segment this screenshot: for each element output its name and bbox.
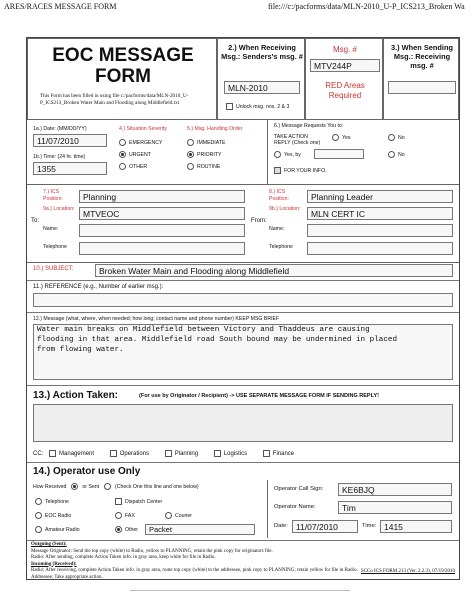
divider xyxy=(27,385,459,386)
take-action-yes-radio[interactable] xyxy=(332,134,339,141)
page-bottom-rule xyxy=(130,590,350,591)
severity-urgent-radio[interactable] xyxy=(119,151,126,158)
severity-label: 4.) Situation Severity xyxy=(119,126,167,132)
incoming-title: Incoming (Received): xyxy=(31,561,77,567)
check-one-label: REPLY (Check one) xyxy=(274,140,321,146)
to-from-block xyxy=(27,184,459,263)
cc-management-checkbox[interactable] xyxy=(49,450,56,457)
call-sign-label: Operator Call Sign: xyxy=(274,486,324,492)
cc-label: CC: xyxy=(33,451,44,458)
from-name-field[interactable] xyxy=(307,224,453,237)
msg-number-heading: Msg. # xyxy=(332,45,357,54)
incoming-line: Addressee; Take appropriate action. xyxy=(31,574,103,580)
senders-msg-number-field[interactable]: MLN-2010 xyxy=(224,81,300,94)
method-fax-radio[interactable] xyxy=(115,512,122,519)
reply-no-radio[interactable] xyxy=(388,151,395,158)
cc-operations[interactable] xyxy=(110,451,149,457)
how-received-block xyxy=(27,480,267,538)
to-name-label: Name: xyxy=(43,226,59,232)
check-one-note: (Check One this line and one below) xyxy=(115,483,199,490)
action-taken-field[interactable] xyxy=(33,404,453,442)
unlock-option[interactable] xyxy=(226,103,289,110)
to-name-field[interactable] xyxy=(79,224,245,237)
cc-logistics-label: Logistics xyxy=(223,451,248,458)
outgoing-line: Message Originator: Send the top copy (white) to Radio, yellow to PLANNING, retain the pink copy for originators file. xyxy=(31,548,273,554)
take-action-yes-label: Yes xyxy=(342,134,351,141)
reply-yes-by-radio[interactable] xyxy=(274,151,281,158)
cc-finance-checkbox[interactable] xyxy=(263,450,270,457)
handling-immediate[interactable] xyxy=(187,139,225,146)
subject-field[interactable]: Broken Water Main and Flooding along Middlefield xyxy=(95,264,453,277)
cc-finance[interactable] xyxy=(263,451,294,457)
method-courier-radio[interactable] xyxy=(165,512,172,519)
to-location-field[interactable]: MTVEOC xyxy=(79,207,245,220)
reply-yes-by[interactable] xyxy=(274,151,301,158)
message-textarea[interactable] xyxy=(33,324,453,380)
method-other[interactable] xyxy=(115,526,138,533)
handling-routine[interactable] xyxy=(187,163,220,170)
action-taken-heading: 13.) Action Taken: xyxy=(33,390,119,401)
message-line: flooding in that area. Middlefield road South bound may be undermined in placed xyxy=(37,335,398,344)
take-action-yes[interactable] xyxy=(332,134,350,141)
receiving-msg-number-field[interactable] xyxy=(388,81,456,94)
method-fax[interactable] xyxy=(115,512,135,519)
handling-routine-radio[interactable] xyxy=(187,163,194,170)
reply-no-label: No xyxy=(398,151,405,158)
method-courier-label: Courier xyxy=(175,512,193,519)
severity-other-radio[interactable] xyxy=(119,163,126,170)
method-other-radio[interactable] xyxy=(115,526,122,533)
subject-label: 10.) SUBJECT: xyxy=(33,266,74,272)
from-position-label: 8.) ICS Position: xyxy=(269,189,289,202)
divider xyxy=(27,462,459,463)
outgoing-title: Outgoing (Sent): xyxy=(31,542,67,547)
operator-time-label: Time: xyxy=(362,523,377,529)
handling-immediate-label: IMMEDIATE xyxy=(197,139,226,146)
cc-planning-checkbox[interactable] xyxy=(165,450,172,457)
cc-row xyxy=(33,450,294,459)
take-action-label: TAKE ACTION xyxy=(274,134,308,140)
call-sign-field[interactable]: KE6BJQ xyxy=(338,483,452,496)
sent-radio[interactable] xyxy=(104,483,111,490)
handling-label: 5.) Msg. Handling Order xyxy=(187,126,243,132)
to-label: To: xyxy=(31,218,40,224)
how-received-label: How Received xyxy=(33,483,67,490)
operator-time-field[interactable]: 1415 xyxy=(380,520,452,533)
form-title-line1: EOC MESSAGE xyxy=(52,45,194,66)
sending-block xyxy=(383,38,459,120)
take-action-no-label: No xyxy=(398,134,405,141)
cc-management[interactable] xyxy=(49,451,94,457)
reply-no[interactable] xyxy=(388,151,405,158)
method-telephone-label: Telephone xyxy=(45,498,69,505)
required-note: RED Areas Required xyxy=(325,81,365,100)
operator-date-label: Date: xyxy=(274,523,288,529)
time-field[interactable]: 1355 xyxy=(33,162,107,175)
operator-name-label: Operator Name: xyxy=(274,504,316,510)
receiving-heading: 2.) When Receiving Msg.: Senders's msg. # xyxy=(221,43,303,61)
date-label: 1a.) Date: (MM/DD/YY) xyxy=(33,126,87,132)
severity-other-label: OTHER xyxy=(129,163,148,170)
method-dispatch-checkbox[interactable] xyxy=(115,498,122,505)
msg-number-block xyxy=(305,38,383,120)
msg-number-field[interactable]: MTV244P xyxy=(310,59,380,72)
method-telephone[interactable] xyxy=(35,498,69,505)
method-dispatch-label: Dispatch Center xyxy=(125,498,163,505)
from-location-label: 9b.) Location: xyxy=(269,206,301,212)
severity-emergency[interactable] xyxy=(119,139,162,146)
method-courier[interactable] xyxy=(165,512,192,519)
method-fax-label: FAX xyxy=(125,512,135,519)
severity-emergency-radio[interactable] xyxy=(119,139,126,146)
take-action-no[interactable] xyxy=(388,134,405,141)
how-received-row xyxy=(33,483,199,490)
fyi-label: FOR YOUR INFO. xyxy=(284,167,327,174)
filed-note: This Form has been filled in using file c:/pacforms/data/MLN-2010_U-P_ICS213_Broken Water Main and Flooding along Middlefield.txt xyxy=(40,93,189,106)
details-row xyxy=(27,120,459,185)
fyi-checkbox[interactable] xyxy=(274,167,281,174)
sending-heading: 3.) When Sending Msg.: Receiving msg. # xyxy=(391,43,453,70)
handling-priority-label: PRIORITY xyxy=(197,151,222,158)
method-eoc-radio-label: EOC Radio xyxy=(45,512,72,519)
to-location-label: 9a.) Location: xyxy=(43,206,75,212)
to-position-field[interactable]: Planning xyxy=(79,190,245,203)
cc-planning-label: Planning xyxy=(174,451,199,458)
cc-planning[interactable] xyxy=(165,451,198,457)
method-amateur-radio[interactable] xyxy=(35,526,80,533)
method-dispatch[interactable] xyxy=(115,498,162,505)
page-header-url: file:///c:/pacforms/data/MLN-2010_U-P_ICS213_Broken Wa xyxy=(268,2,465,11)
operator-heading: 14.) Operator use Only xyxy=(33,466,141,477)
method-amateur-radio-radio[interactable] xyxy=(35,526,42,533)
form-title-line2: FORM xyxy=(95,66,151,87)
divider xyxy=(27,280,459,281)
unlock-label: Unlock msg. nos. 2 & 3 xyxy=(236,103,290,110)
other-method-field[interactable]: Packet xyxy=(145,524,255,535)
reply-by-field[interactable] xyxy=(314,149,364,159)
method-eoc-radio-radio[interactable] xyxy=(35,512,42,519)
method-telephone-radio[interactable] xyxy=(35,498,42,505)
method-amateur-radio-label: Amateur Radio xyxy=(45,526,80,533)
divider xyxy=(27,540,459,541)
cc-operations-checkbox[interactable] xyxy=(110,450,117,457)
outgoing-line: Radio: After sending, complete Action Taken info. in gray area, keep white for file in Radio. xyxy=(31,555,216,560)
to-phone-label: Telephone xyxy=(43,244,67,250)
handling-priority-radio[interactable] xyxy=(187,151,194,158)
handling-routine-label: ROUTINE xyxy=(197,163,221,170)
cc-operations-label: Operations xyxy=(119,451,150,458)
operator-name-field[interactable]: Tim xyxy=(338,501,452,514)
title-block xyxy=(27,38,217,120)
reference-field[interactable] xyxy=(33,293,453,307)
handling-immediate-radio[interactable] xyxy=(187,139,194,146)
from-position-field[interactable]: Planning Leader xyxy=(307,190,453,203)
reply-yes-by-label: Yes, by xyxy=(284,151,301,158)
requests-block xyxy=(267,120,460,184)
from-phone-field[interactable] xyxy=(307,242,453,255)
divider xyxy=(27,312,459,313)
message-line: Water main breaks on Middlefield between Victory and Thaddeus are causing xyxy=(37,326,370,334)
from-location-field[interactable]: MLN CERT IC xyxy=(307,207,453,220)
severity-urgent-label: URGENT xyxy=(129,151,151,158)
method-eoc-radio[interactable] xyxy=(35,512,71,519)
operator-info-block xyxy=(267,480,460,538)
severity-urgent[interactable] xyxy=(119,151,151,158)
eoc-message-form xyxy=(26,37,460,580)
message-label: 12.) Message (what, where, when needed; how long; contact name and phone number) KEEP MSG BRIEF xyxy=(33,316,280,322)
receiving-block xyxy=(217,38,305,120)
date-field[interactable]: 11/07/2010 xyxy=(33,134,107,147)
from-phone-label: Telephone xyxy=(269,244,293,250)
message-line: from flowing water. xyxy=(37,345,124,354)
severity-emergency-label: EMERGENCY xyxy=(129,139,163,146)
operator-date-field[interactable]: 11/07/2010 xyxy=(292,520,358,533)
from-label: From: xyxy=(251,218,267,224)
requests-label: 6.) Message Requests You to: xyxy=(274,123,344,129)
to-position-label: 7.) ICS Position: xyxy=(43,189,63,202)
for-your-info[interactable] xyxy=(274,167,327,174)
handling-priority[interactable] xyxy=(187,151,222,158)
from-name-label: Name: xyxy=(269,226,285,232)
severity-other[interactable] xyxy=(119,163,147,170)
or-sent-label: or Sent xyxy=(82,483,100,490)
take-action-no-radio[interactable] xyxy=(388,134,395,141)
cc-management-label: Management xyxy=(59,451,95,458)
action-taken-note: (For use by Originator / Recipient) -> USE SEPARATE MESSAGE FORM IF SENDING REPLY! xyxy=(139,393,379,399)
cc-logistics[interactable] xyxy=(214,451,247,457)
cc-logistics-checkbox[interactable] xyxy=(214,450,221,457)
method-other-label: Other xyxy=(125,526,138,533)
page-header-title: ARES/RACES MESSAGE FORM xyxy=(4,2,117,11)
unlock-checkbox[interactable] xyxy=(226,103,233,110)
incoming-line: Radio: After receiving, complete Action Taken info. in gray area, route top copy (white) to the addressee, pink copy to PLANNING; retain yellow for file in Radio. xyxy=(31,568,358,573)
received-radio[interactable] xyxy=(71,483,78,490)
cc-finance-label: Finance xyxy=(272,451,295,458)
reference-label: 11.) REFERENCE (e.g., Number of earlier msg.): xyxy=(33,284,164,290)
form-version-footer: SCCo ICS FORM 213 (Ver. 2.2.3), 07/19/2010 xyxy=(360,569,455,574)
to-phone-field[interactable] xyxy=(79,242,245,255)
time-label: 1b.) Time: (24 hr. time) xyxy=(33,154,86,160)
